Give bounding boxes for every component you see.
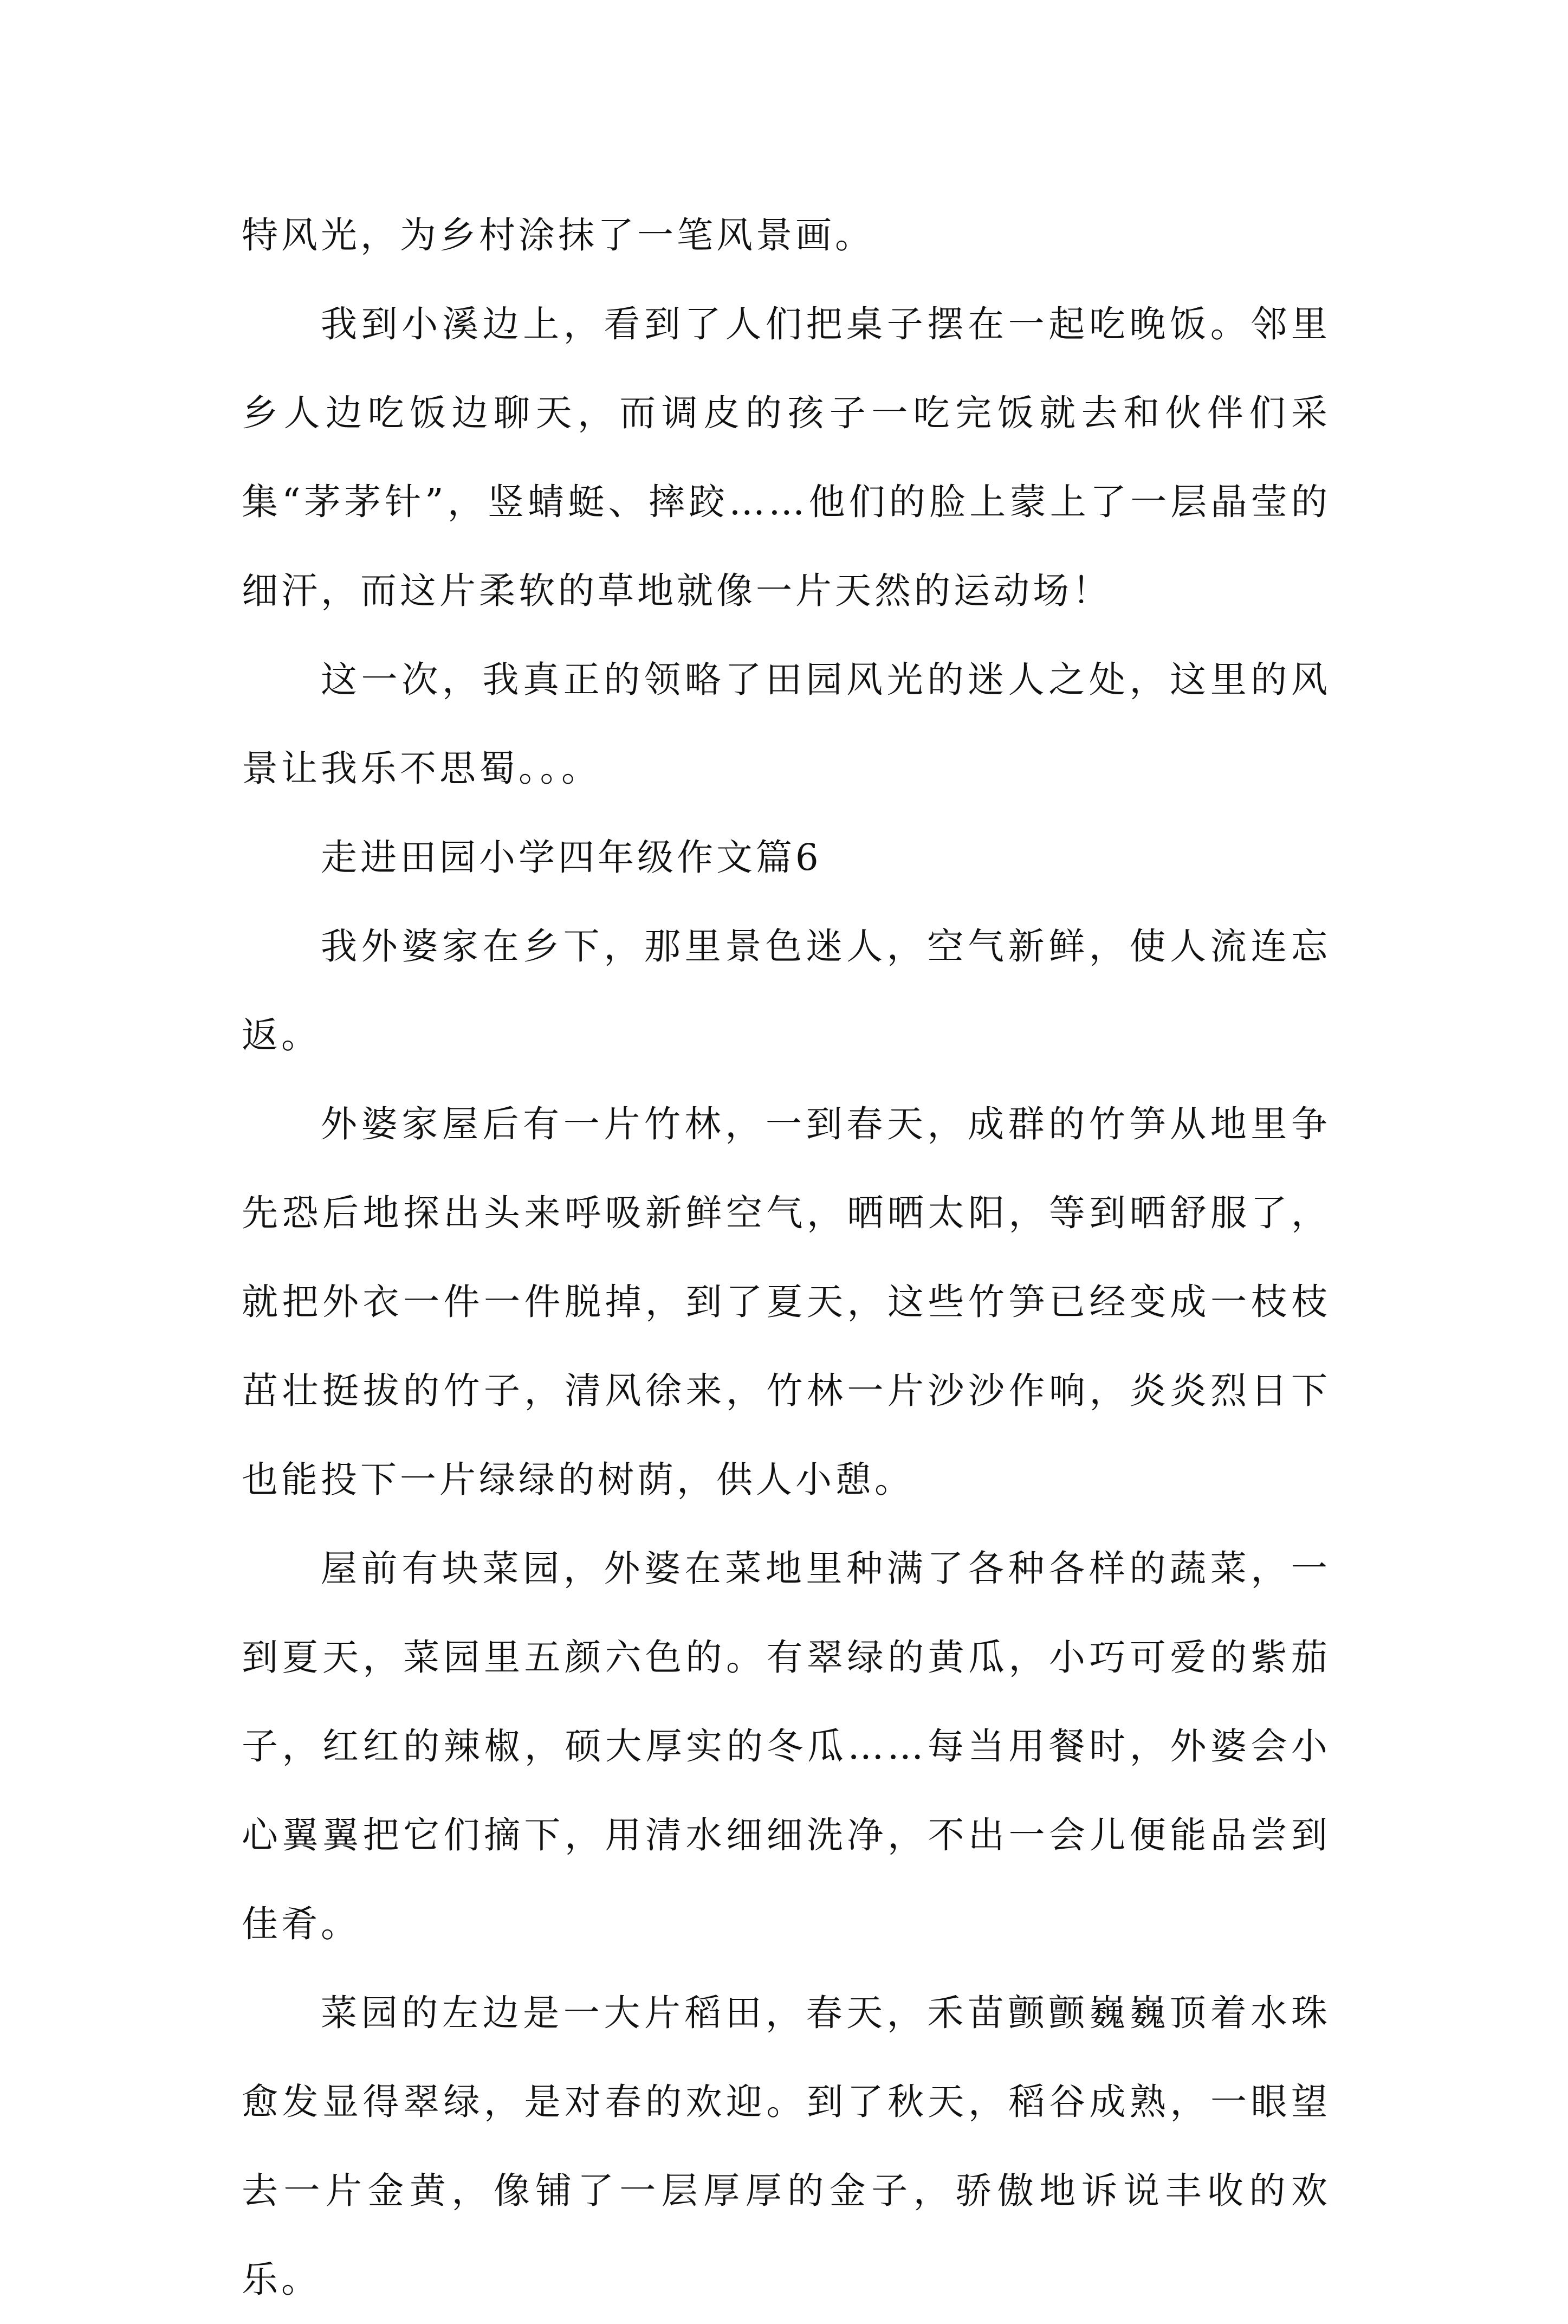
paragraph-grandma-village: 我外婆家在乡下，那里景色迷人，空气新鲜，使人流连忘返。: [242, 925, 1331, 1056]
paragraph-bamboo-forest: 外婆家屋后有一片竹林，一到春天，成群的竹笋从地里争先恐后地探出头来呼吸新鲜空气，晒晒太阳，等到晒舒服了，就把外衣一件一件脱掉，到了夏天，这些竹笋已经变成一枝枝茁壮挺拔的竹子，清风徐来，竹林一片沙沙作响，炎炎烈日下也能投下一片绿绿的树荫，供人小憩。: [242, 1103, 1331, 1501]
paragraph-continuation: 特风光，为乡村涂抹了一笔风景画。: [242, 214, 874, 256]
paragraph-vegetable-garden: 屋前有块菜园，外婆在菜地里种满了各种各样的蔬菜，一到夏天，菜园里五颜六色的。有翠绿的黄瓜，小巧可爱的紫茄子，红红的辣椒，硕大厚实的冬瓜……每当用餐时，外婆会小心翼翼把它们摘下，用清水细细洗净，不出一会儿便能品尝到佳肴。: [242, 1547, 1331, 1945]
document-body: [242, 191, 1331, 2324]
essay-heading: 走进田园小学四年级作文篇6: [321, 836, 822, 879]
paragraph-conclusion: 这一次，我真正的领略了田园风光的迷人之处，这里的风景让我乐不思蜀。。。: [242, 659, 1331, 790]
paragraph-rice-field: 菜园的左边是一大片稻田，春天，禾苗颤颤巍巍顶着水珠愈发显得翠绿，是对春的欢迎。到了秋天，稻谷成熟，一眼望去一片金黄，像铺了一层厚厚的金子，骄傲地诉说丰收的欢乐。: [242, 1992, 1331, 2301]
paragraph-creek-dinner: 我到小溪边上，看到了人们把桌子摆在一起吃晚饭。邻里乡人边吃饭边聊天，而调皮的孩子一吃完饭就去和伙伴们采集“茅茅针”，竖蜻蜓、摔跤……他们的脸上蒙上了一层晶莹的细汗，而这片柔软的草地就像一片天然的运动场！: [242, 303, 1331, 612]
